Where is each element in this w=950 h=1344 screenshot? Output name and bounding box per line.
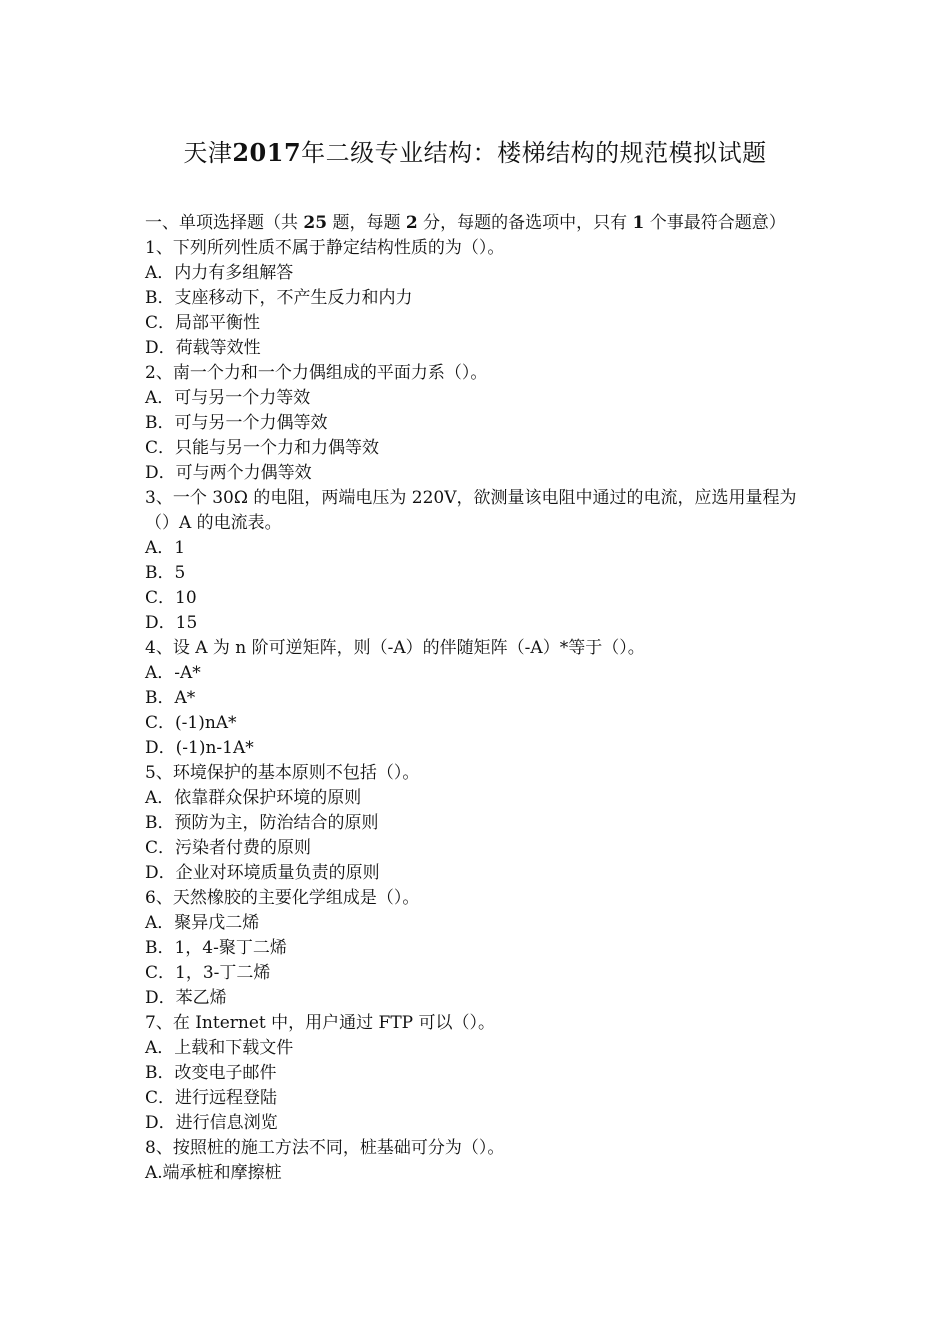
option-b: B．支座移动下，不产生反力和内力	[145, 288, 413, 308]
option-a: A．聚异戊二烯	[145, 913, 260, 933]
heading-text: 题，每题	[327, 213, 406, 233]
option-c: C．1，3-丁二烯	[145, 963, 271, 983]
option-b: B．1，4-聚丁二烯	[145, 938, 287, 958]
option-c: C．污染者付费的原则	[145, 838, 312, 858]
question-text: 4、设 A 为 n 阶可逆矩阵，则（-A）的伴随矩阵（-A）*等于（）。	[145, 638, 645, 658]
option-d: D．(-1)n-1A*	[145, 738, 254, 758]
option-a: A．依靠群众保护环境的原则	[145, 788, 362, 808]
option-d: D．企业对环境质量负责的原则	[145, 863, 380, 883]
option-d: D．15	[145, 613, 198, 633]
question-6	[145, 886, 810, 1011]
document-title	[0, 136, 950, 170]
question-3	[145, 486, 810, 636]
question-text: 5、环境保护的基本原则不包括（）。	[145, 763, 420, 783]
question-text: 8、按照桩的施工方法不同，桩基础可分为（）。	[145, 1138, 505, 1158]
question-4	[145, 636, 810, 761]
section-heading	[145, 211, 810, 236]
option-c: C．进行远程登陆	[145, 1088, 278, 1108]
question-1	[145, 236, 810, 361]
option-a: A．内力有多组解答	[145, 263, 294, 283]
heading-text: 一、单项选择题（共	[145, 213, 304, 233]
points-per-question: 2	[405, 213, 418, 233]
question-text: 2、南一个力和一个力偶组成的平面力系（）。	[145, 363, 488, 383]
option-a: A．可与另一个力等效	[145, 388, 311, 408]
heading-text: 分，每题的备选项中，只有	[417, 213, 633, 233]
option-b: B．改变电子邮件	[145, 1063, 277, 1083]
question-7	[145, 1011, 810, 1136]
option-b: B．5	[145, 563, 186, 583]
option-b: B．A*	[145, 688, 196, 708]
option-d: D．进行信息浏览	[145, 1113, 278, 1133]
option-d: D．苯乙烯	[145, 988, 227, 1008]
option-b: B．预防为主，防治结合的原则	[145, 813, 379, 833]
question-8	[145, 1136, 810, 1186]
option-c: C．(-1)nA*	[145, 713, 237, 733]
option-d: D．荷载等效性	[145, 338, 261, 358]
title-year: 2017	[232, 138, 302, 167]
option-a: A．1	[145, 538, 186, 558]
option-c: C．局部平衡性	[145, 313, 261, 333]
option-a: A．上载和下载文件	[145, 1038, 294, 1058]
question-5	[145, 761, 810, 886]
question-2	[145, 361, 810, 486]
question-text: 6、天然橡胶的主要化学组成是（）。	[145, 888, 420, 908]
title-part: 年二级专业结构：楼梯结构的规范模拟试题	[301, 139, 767, 167]
document-body	[145, 211, 810, 1186]
option-b: B．可与另一个力偶等效	[145, 413, 328, 433]
option-a: A.端承桩和摩擦桩	[145, 1163, 282, 1183]
option-c: C．10	[145, 588, 197, 608]
question-text: 3、一个 30Ω 的电阻，两端电压为 220V，欲测量该电阻中通过的电流，应选用量程为（）A 的电流表。	[145, 488, 797, 533]
option-c: C．只能与另一个力和力偶等效	[145, 438, 380, 458]
question-count: 25	[303, 213, 328, 233]
correct-count: 1	[632, 213, 645, 233]
question-text: 1、下列所列性质不属于静定结构性质的为（）。	[145, 238, 505, 258]
option-a: A．-A*	[145, 663, 201, 683]
question-text: 7、在 Internet 中，用户通过 FTP 可以（）。	[145, 1013, 496, 1033]
title-part: 天津	[183, 139, 233, 167]
option-d: D．可与两个力偶等效	[145, 463, 312, 483]
heading-text: 个事最符合题意）	[644, 213, 786, 233]
